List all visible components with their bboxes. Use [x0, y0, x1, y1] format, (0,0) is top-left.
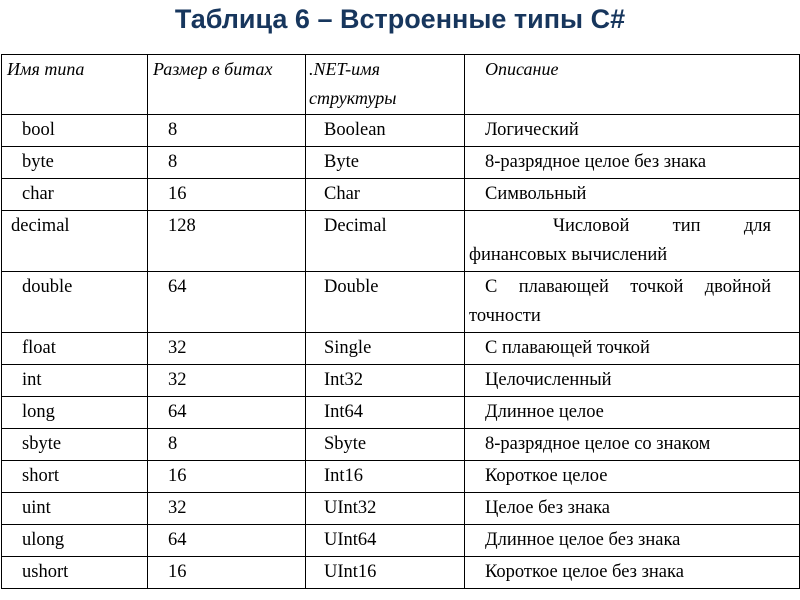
table-row — [2, 179, 800, 211]
net-name-cell: Char — [306, 179, 465, 211]
net-name-cell: Int16 — [306, 461, 465, 493]
table-row — [2, 525, 800, 557]
net-name-cell: Boolean — [306, 115, 465, 147]
type-name-cell: ushort — [2, 557, 148, 589]
type-name-cell: bool — [2, 115, 148, 147]
description-cell: Числовой тип для финансовых вычислений — [465, 211, 800, 272]
table-header-row — [2, 55, 800, 115]
table-row — [2, 397, 800, 429]
size-bits-cell: 16 — [148, 557, 306, 589]
net-name-cell: Int32 — [306, 365, 465, 397]
size-bits-cell: 8 — [148, 147, 306, 179]
table-row — [2, 115, 800, 147]
size-bits-cell: 128 — [148, 211, 306, 272]
header-description: Описание — [465, 55, 800, 115]
type-name-cell: uint — [2, 493, 148, 525]
table-row — [2, 557, 800, 589]
table-row — [2, 493, 800, 525]
net-name-cell: UInt64 — [306, 525, 465, 557]
size-bits-cell: 32 — [148, 333, 306, 365]
type-name-cell: double — [2, 272, 148, 333]
type-name-cell: decimal — [2, 211, 148, 272]
description-cell: Длинное целое без знака — [465, 525, 800, 557]
table-row — [2, 365, 800, 397]
builtin-types-table — [1, 54, 800, 589]
description-cell: Символьный — [465, 179, 800, 211]
description-cell: С плавающей точкой двойной точности — [465, 272, 800, 333]
header-type-name: Имя типа — [2, 55, 148, 115]
page-title: Таблица 6 – Встроенные типы C# — [174, 4, 626, 34]
size-bits-cell: 16 — [148, 461, 306, 493]
type-name-cell: sbyte — [2, 429, 148, 461]
description-cell: Длинное целое — [465, 397, 800, 429]
size-bits-cell: 64 — [148, 397, 306, 429]
net-name-cell: Int64 — [306, 397, 465, 429]
table-row — [2, 429, 800, 461]
size-bits-cell: 64 — [148, 525, 306, 557]
table-row — [2, 272, 800, 333]
type-name-cell: float — [2, 333, 148, 365]
table-row — [2, 461, 800, 493]
net-name-cell: UInt32 — [306, 493, 465, 525]
size-bits-cell: 8 — [148, 115, 306, 147]
net-name-cell: Byte — [306, 147, 465, 179]
size-bits-cell: 64 — [148, 272, 306, 333]
size-bits-cell: 8 — [148, 429, 306, 461]
table-row — [2, 333, 800, 365]
net-name-cell: Sbyte — [306, 429, 465, 461]
type-name-cell: ulong — [2, 525, 148, 557]
description-cell: Короткое целое — [465, 461, 800, 493]
size-bits-cell: 32 — [148, 365, 306, 397]
description-cell: Логический — [465, 115, 800, 147]
description-cell: 8-разрядное целое без знака — [465, 147, 800, 179]
description-cell: Короткое целое без знака — [465, 557, 800, 589]
net-name-cell: Decimal — [306, 211, 465, 272]
type-name-cell: int — [2, 365, 148, 397]
net-name-cell: Single — [306, 333, 465, 365]
size-bits-cell: 32 — [148, 493, 306, 525]
type-name-cell: byte — [2, 147, 148, 179]
description-cell: Целочисленный — [465, 365, 800, 397]
type-name-cell: long — [2, 397, 148, 429]
description-cell: 8-разрядное целое со знаком — [465, 429, 800, 461]
size-bits-cell: 16 — [148, 179, 306, 211]
header-net-name: .NET-имя структуры — [306, 55, 465, 115]
description-cell: С плавающей точкой — [465, 333, 800, 365]
net-name-cell: UInt16 — [306, 557, 465, 589]
type-name-cell: char — [2, 179, 148, 211]
table-row — [2, 211, 800, 272]
type-name-cell: short — [2, 461, 148, 493]
description-cell: Целое без знака — [465, 493, 800, 525]
header-size-bits: Размер в битах — [148, 55, 306, 115]
net-name-cell: Double — [306, 272, 465, 333]
table-row — [2, 147, 800, 179]
